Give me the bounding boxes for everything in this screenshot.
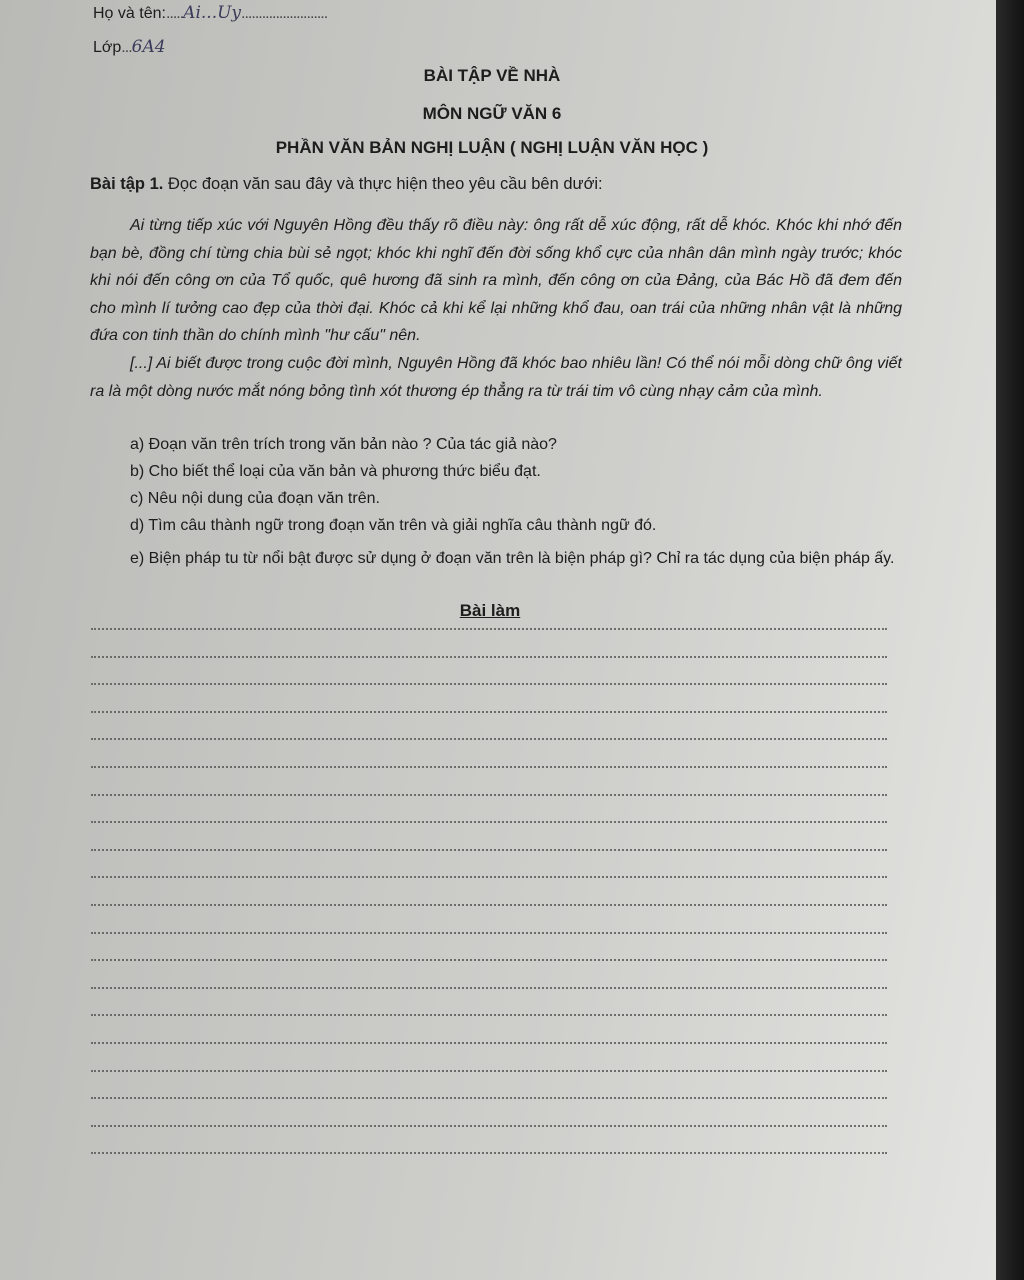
- answer-line[interactable]: [91, 849, 887, 851]
- page-title: BÀI TẬP VỀ NHÀ: [423, 66, 561, 85]
- question-c: c) Nêu nội dung của đoạn văn trên.: [130, 490, 380, 507]
- name-row: Họ và tên:.....Ai...Uy.........................: [93, 3, 328, 23]
- answer-line[interactable]: [91, 794, 887, 796]
- answer-lines[interactable]: [91, 628, 887, 1180]
- answer-line[interactable]: [91, 738, 887, 740]
- exercise-instruction: Đọc đoạn văn sau đây và thực hiện theo yêu cầu bên dưới:: [167, 175, 603, 193]
- question-a: a) Đoạn văn trên trích trong văn bản nào ? Của tác giả nào?: [130, 436, 557, 453]
- answer-line[interactable]: [91, 876, 887, 878]
- handwritten-class: 6A4: [131, 37, 166, 57]
- answer-line[interactable]: [91, 656, 887, 658]
- exercise-heading: [90, 175, 603, 194]
- exercise-label: Bài tập 1.: [90, 175, 164, 193]
- subject-title: MÔN NGỮ VĂN 6: [422, 104, 562, 123]
- answer-line[interactable]: [91, 683, 887, 685]
- answer-line[interactable]: [91, 1097, 887, 1099]
- answer-heading: Bài làm: [459, 601, 521, 620]
- answer-line[interactable]: [91, 821, 887, 823]
- answer-line[interactable]: [91, 1070, 887, 1072]
- answer-line[interactable]: [91, 959, 887, 961]
- answer-line[interactable]: [91, 628, 887, 630]
- passage-paragraph-1: Ai từng tiếp xúc với Nguyên Hồng đều thấy rõ điều này: ông rất dễ xúc động, rất dễ khóc. Khóc khi nhớ đến bạn bè, đồng chí từng chia bùi sẻ ngọt; khóc khi nghĩ đến đời sống khổ cực của nhân dân mình ngày trước; khóc khi nói đến công ơn của Tổ quốc, quê hương đã sinh ra mình, đến công ơn của Đảng, của Bác Hồ đã đem đến cho mình lí tưởng cao đẹp của thời đại. Khóc cả khi kể lại những khổ đau, oan trái của những nhân vật là những đứa con tinh thần do chính mình "hư cấu" nên.: [90, 217, 902, 345]
- answer-line[interactable]: [91, 1042, 887, 1044]
- question-e: e) Biện pháp tu từ nổi bật được sử dụng ở đoạn văn trên là biện pháp gì? Chỉ ra tác dụng của biện pháp ấy.: [130, 550, 895, 567]
- question-d: d) Tìm câu thành ngữ trong đoạn văn trên và giải nghĩa câu thành ngữ đó.: [130, 517, 657, 534]
- class-row: Lớp...6A4: [93, 37, 166, 57]
- answer-line[interactable]: [91, 1125, 887, 1127]
- answer-line[interactable]: [91, 766, 887, 768]
- question-b: b) Cho biết thể loại của văn bản và phương thức biểu đạt.: [130, 463, 541, 480]
- answer-line[interactable]: [91, 711, 887, 713]
- answer-line[interactable]: [91, 987, 887, 989]
- answer-line[interactable]: [91, 1014, 887, 1016]
- handwritten-name: Ai...Uy: [183, 3, 242, 23]
- answer-line[interactable]: [91, 932, 887, 934]
- class-label: Lớp: [93, 39, 122, 56]
- name-label: Họ và tên:: [93, 5, 166, 22]
- passage-paragraph-2: [...] Ai biết được trong cuộc đời mình, Nguyên Hồng đã khóc bao nhiêu lần! Có thể nói mỗi dòng chữ ông viết ra là một dòng nước mắt nóng bỏng tình xót thương ép thẳng ra từ trái tim vô cùng nhạy cảm của mình.: [90, 355, 902, 400]
- section-title: PHẦN VĂN BẢN NGHỊ LUẬN ( NGHỊ LUẬN VĂN HỌC ): [275, 138, 709, 157]
- answer-line[interactable]: [91, 1152, 887, 1154]
- answer-line[interactable]: [91, 904, 887, 906]
- page-edge-shadow: [996, 0, 1024, 1280]
